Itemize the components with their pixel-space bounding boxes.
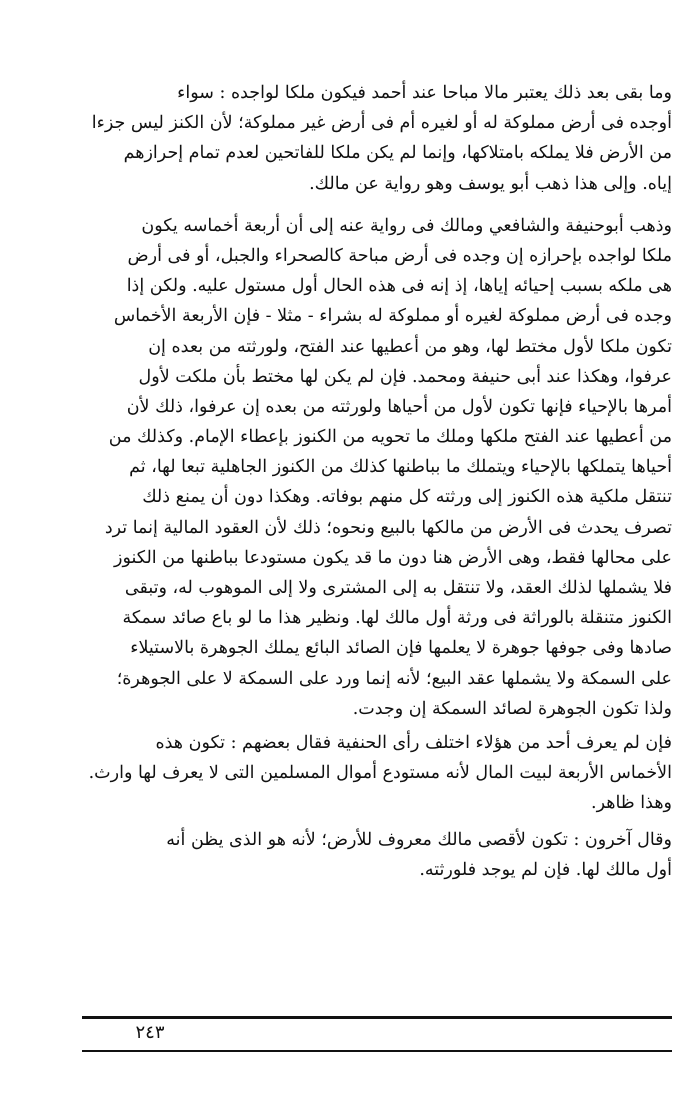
text-line: أحياها يتملكها بالإحياء ويتملك ما بباطنها كذلك من الكنوز الجاهلية تبعا لها، ثم	[129, 457, 672, 478]
paragraph-2	[78, 211, 672, 724]
text-line: أمرها بالإحياء فإنها تكون لأول من أحياها ولورثته من بعده إن عرفوا، ذلك لأن	[126, 396, 672, 417]
text-line: الكنوز متنقلة بالوراثة فى ورثة أول مالك لها. ونظير هذا ما لو باع صائد سمكة	[122, 608, 672, 629]
text-line: عرفوا، وهكذا عند أبى حنيفة ومحمد. فإن لم يكن لها مختط بأن ملكت لأول	[138, 366, 672, 387]
text-line: ملكا لواجده بإحرازه إن وجده فى أرض مباحة كالصحراء والجبل، أو فى أرض	[127, 245, 672, 266]
text-line: من أعطيها عند الفتح ملكها وملك ما تحويه من الكنوز بإعطاء الإمام. وكذلك من	[108, 427, 672, 448]
text-line: وقال آخرون : تكون لأقصى مالك معروف للأرض؛ لأنه هو الذى يظن أنه	[166, 829, 672, 850]
page-number: ٢٤٣	[135, 1022, 165, 1043]
text-line: تكون ملكا لأول مختط لها، وهو من أعطيها عند الفتح، ولورثته من بعده إن	[148, 336, 672, 357]
text-line: وجده فى أرض مملوكة لغيره أو مملوكة له بشراء - مثلا - فإن الأربعة الأخماس	[113, 306, 672, 327]
text-line: أول مالك لها. فإن لم يوجد فلورثته.	[419, 859, 672, 880]
text-line: وهذا ظاهر.	[591, 793, 672, 814]
text-line: ولذا تكون الجوهرة لصائد السمكة إن وجدت.	[352, 698, 672, 719]
paragraph-1	[78, 78, 672, 199]
paragraph-4	[78, 825, 672, 885]
text-line: فلا يشملها لذلك العقد، ولا تنتقل به إلى المشترى ولا إلى الموهوب له، وتبقى	[124, 578, 672, 598]
text-line: على محالها فقط، وهى الأرض هنا دون ما قد يكون مستودعا بباطنها من الكنوز	[114, 547, 672, 568]
text-line: أوجده فى أرض مملوكة له أو لغيره أم فى أرض غير مملوكة؛ لأن الكنز ليس جزءا	[91, 113, 672, 134]
paragraph-3	[78, 728, 672, 819]
text-line: هى ملكه بسبب إحيائه إياها، إذ إنه فى هذه الحال أول مستول عليه. ولكن إذا	[126, 276, 672, 297]
text-line: فإن لم يعرف أحد من هؤلاء اختلف رأى الحنفية فقال بعضهم : تكون هذه	[155, 732, 672, 753]
text-line: إياه. وإلى هذا ذهب أبو يوسف وهو رواية عن مالك.	[309, 173, 672, 194]
text-line: من الأرض فلا يملكه بامتلاكها، وإنما لم يكن ملكا للفاتحين لعدم تمام إحرازهم	[123, 143, 672, 164]
text-line: الأخماس الأربعة لبيت المال لأنه مستودع أموال المسلمين التى لا يعرف لها وارث.	[88, 763, 672, 784]
text-line: تنتقل ملكية هذه الكنوز إلى ورثته كل منهم بوفاته. وهكذا دون أن يمنع ذلك	[142, 487, 672, 508]
text-line: على السمكة ولا يشملها عقد البيع؛ لأنه إنما ورد على السمكة لا على الجوهرة؛	[116, 668, 672, 689]
text-line: تصرف يحدث فى الأرض من مالكها بالبيع ونحوه؛ ذلك لأن العقود المالية إنما ترد	[104, 517, 672, 538]
page-body	[78, 78, 672, 885]
text-line: وذهب أبوحنيفة والشافعي ومالك فى رواية عنه إلى أن أربعة أخماسه يكون	[141, 215, 672, 236]
text-line: صادها وفى جوفها جوهرة لا يعلمها فإن الصائد البائع يملك الجوهرة بالاستيلاء	[130, 638, 672, 659]
footer-rule-bottom	[82, 1050, 672, 1052]
text-line: وما بقى بعد ذلك يعتبر مالا مباحا عند أحمد فيكون ملكا لواجده : سواء	[177, 83, 672, 103]
